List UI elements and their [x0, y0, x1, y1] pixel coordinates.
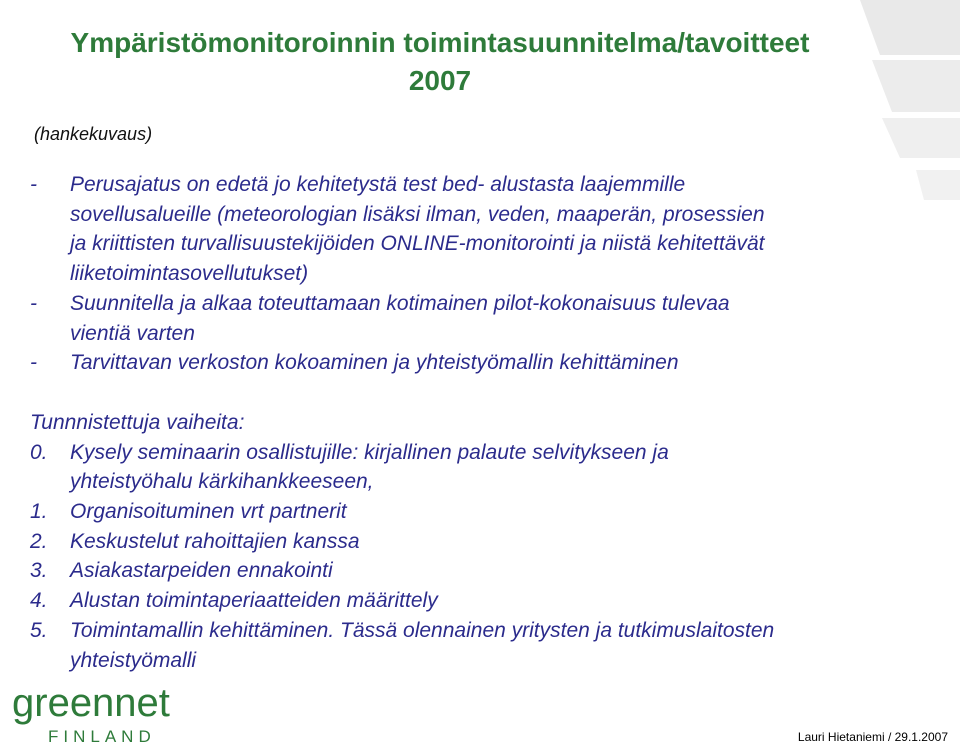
bullet-item-marker: -	[30, 351, 37, 375]
phase-item-text-line: Organisoituminen vrt partnerit	[70, 500, 347, 524]
slide-subtitle: (hankekuvaus)	[34, 124, 153, 144]
phase-item-text-line: Kysely seminaarin osallistujille: kirjallinen palaute selvitykseen ja	[70, 440, 669, 464]
bullet-list	[30, 170, 910, 378]
bullet-item-marker: -	[30, 291, 37, 315]
phase-item-text-line: Alustan toimintaperiaatteiden määrittely	[70, 589, 438, 613]
title-line-2: 2007	[408, 65, 472, 96]
bullet-item	[30, 348, 910, 378]
phase-item	[30, 438, 910, 497]
bullet-item-marker: -	[30, 173, 37, 196]
logo-tagline: FINLAND	[48, 727, 156, 746]
bullet-item-text-line: Tarvittavan verkoston kokoaminen ja yhteistyömallin kehittäminen	[70, 351, 679, 375]
phase-item-marker: 0.	[30, 440, 48, 464]
footer-author-date: Lauri Hietaniemi / 29.1.2007	[797, 730, 948, 744]
bullet-item-text-line: Perusajatus on edetä jo kehitetystä test bed- alustasta laajemmille	[70, 173, 686, 196]
phase-item-text-line: Keskustelut rahoittajien kanssa	[70, 529, 360, 553]
phase-list	[30, 438, 910, 676]
phase-item-marker: 3.	[30, 559, 48, 583]
bullet-item-text-line: Suunnitella ja alkaa toteuttamaan kotimainen pilot-kokonaisuus tulevaa	[70, 291, 730, 315]
phase-item	[30, 586, 910, 616]
phase-item-marker: 2.	[30, 529, 48, 553]
bullet-item-text-line: liiketoimintasovellutukset)	[70, 262, 309, 286]
slide-body	[30, 170, 910, 675]
bullet-item-text-line: ja kriittisten turvallisuustekijöiden ONLINE-monitorointi ja niistä kehitettävät	[70, 232, 765, 256]
phase-item	[30, 616, 910, 675]
title-line-1: Ympäristömonitoroinnin toimintasuunnitelma/tavoitteet	[70, 27, 810, 58]
phase-item-marker: 5.	[30, 618, 48, 642]
phase-item-text-line: yhteistyömalli	[70, 648, 197, 672]
phase-item	[30, 527, 910, 557]
phase-item-marker: 4.	[30, 589, 48, 613]
logo-wordmark: greennet	[12, 682, 170, 725]
phase-item-text-line: Asiakastarpeiden ennakointi	[70, 559, 333, 583]
phase-item	[30, 556, 910, 586]
phase-item-text-line: yhteistyöhalu kärkihankkeeseen,	[70, 470, 374, 494]
phase-item	[30, 497, 910, 527]
slide-title	[20, 24, 860, 100]
phase-item-text-line: Toimintamallin kehittäminen. Tässä olennainen yritysten ja tutkimuslaitosten	[70, 618, 775, 642]
phases-heading: Tunnnistettuja vaiheita:	[30, 410, 245, 434]
greennet-logo	[12, 682, 192, 746]
bullet-item	[30, 170, 910, 289]
bullet-item	[30, 289, 910, 348]
bullet-item-text-line: vientiä varten	[70, 321, 195, 345]
bullet-item-text-line: sovellusalueille (meteorologian lisäksi ilman, veden, maaperän, prosessien	[70, 202, 765, 226]
phase-item-marker: 1.	[30, 500, 48, 524]
